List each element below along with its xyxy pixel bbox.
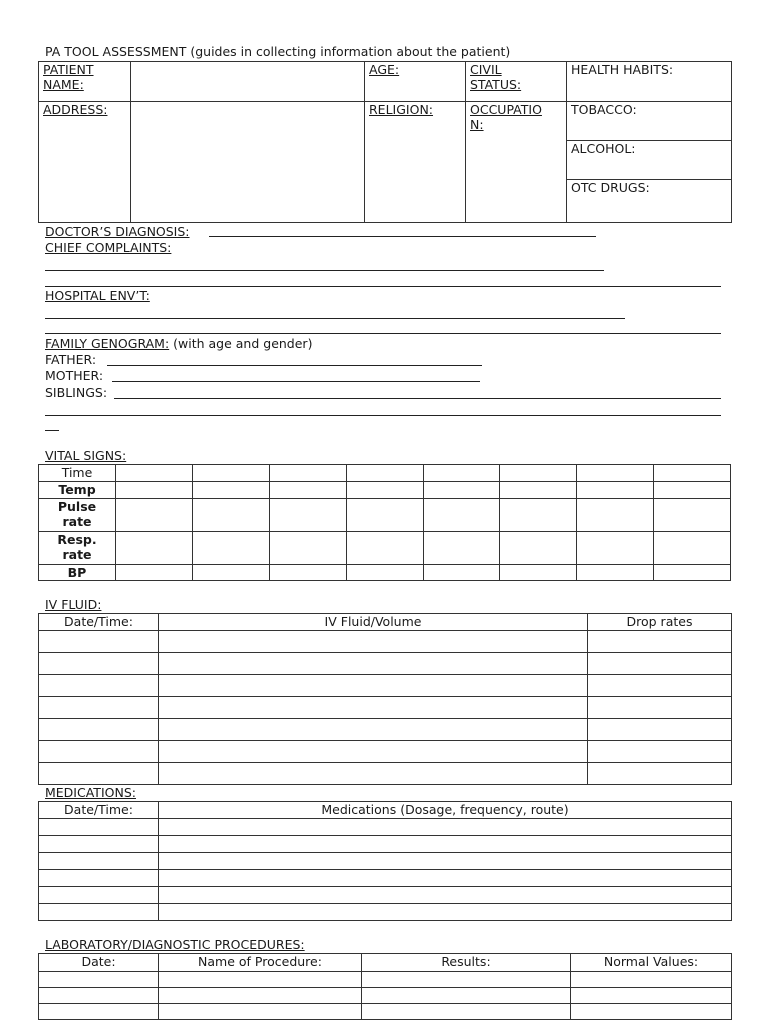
med-cell[interactable]: [159, 836, 732, 853]
vital-cell[interactable]: [423, 565, 500, 581]
hospital-env-line-1[interactable]: [45, 318, 625, 319]
vital-cell[interactable]: [346, 482, 423, 499]
med-cell[interactable]: [159, 853, 732, 870]
vital-cell[interactable]: [500, 532, 577, 565]
iv-cell[interactable]: [588, 719, 732, 741]
mother-line[interactable]: [112, 381, 480, 382]
vital-cell[interactable]: [192, 465, 269, 482]
vital-signs-label: VITAL SIGNS:: [45, 448, 127, 463]
iv-cell[interactable]: [588, 763, 732, 785]
med-cell[interactable]: [159, 904, 732, 921]
lab-cell[interactable]: [159, 988, 362, 1004]
lab-cell[interactable]: [571, 1004, 732, 1020]
lab-header-procedure: Name of Procedure:: [159, 954, 362, 972]
vital-cell[interactable]: [346, 465, 423, 482]
iv-cell[interactable]: [39, 763, 159, 785]
siblings-line-1[interactable]: [114, 398, 721, 399]
alcohol-label: ALCOHOL:: [567, 141, 732, 180]
lab-header-date: Date:: [39, 954, 159, 972]
iv-cell[interactable]: [159, 719, 588, 741]
vital-cell[interactable]: [654, 532, 731, 565]
iv-cell[interactable]: [159, 653, 588, 675]
iv-cell[interactable]: [588, 631, 732, 653]
vital-cell[interactable]: [577, 565, 654, 581]
iv-cell[interactable]: [588, 653, 732, 675]
religion-label: RELIGION:: [365, 102, 466, 223]
page-title: PA TOOL ASSESSMENT (guides in collecting information about the patient): [45, 44, 511, 59]
iv-cell[interactable]: [159, 631, 588, 653]
iv-cell[interactable]: [39, 653, 159, 675]
vital-row-label: Pulse rate: [39, 499, 116, 532]
medications-label: MEDICATIONS:: [45, 785, 136, 800]
medications-table: [38, 801, 732, 921]
iv-cell[interactable]: [39, 675, 159, 697]
health-habits-label: HEALTH HABITS:: [567, 62, 732, 102]
vital-cell[interactable]: [423, 482, 500, 499]
lab-header-normal-values: Normal Values:: [571, 954, 732, 972]
iv-cell[interactable]: [159, 741, 588, 763]
vital-cell[interactable]: [269, 532, 346, 565]
vital-cell[interactable]: [577, 465, 654, 482]
vital-cell[interactable]: [192, 499, 269, 532]
vital-cell[interactable]: [423, 532, 500, 565]
father-label: FATHER:: [45, 352, 97, 367]
chief-complaints-line-1[interactable]: [45, 270, 604, 271]
med-cell[interactable]: [39, 870, 159, 887]
vital-cell[interactable]: [116, 565, 193, 581]
chief-complaints-line-2[interactable]: [45, 286, 721, 287]
vital-cell[interactable]: [192, 565, 269, 581]
med-cell[interactable]: [159, 870, 732, 887]
patient-name-label: PATIENT NAME:: [39, 62, 131, 102]
vital-cell[interactable]: [116, 499, 193, 532]
tobacco-label: TOBACCO:: [567, 102, 732, 141]
chief-complaints-label: CHIEF COMPLAINTS:: [45, 240, 172, 255]
med-cell[interactable]: [159, 819, 732, 836]
vital-cell[interactable]: [577, 482, 654, 499]
vital-cell[interactable]: [346, 565, 423, 581]
laboratory-label: LABORATORY/DIAGNOSTIC PROCEDURES:: [45, 937, 305, 952]
hospital-env-line-2[interactable]: [45, 333, 721, 334]
vital-cell[interactable]: [423, 499, 500, 532]
vital-cell[interactable]: [346, 499, 423, 532]
med-cell[interactable]: [39, 819, 159, 836]
iv-cell[interactable]: [159, 675, 588, 697]
patient-name-field[interactable]: [131, 62, 365, 102]
iv-cell[interactable]: [39, 697, 159, 719]
lab-cell[interactable]: [362, 1004, 571, 1020]
doctors-diagnosis-label: DOCTOR’S DIAGNOSIS:: [45, 224, 190, 239]
vital-cell[interactable]: [500, 482, 577, 499]
vital-cell[interactable]: [116, 482, 193, 499]
iv-header-drop-rates: Drop rates: [588, 614, 732, 631]
iv-cell[interactable]: [159, 763, 588, 785]
vital-cell[interactable]: [269, 482, 346, 499]
lab-cell[interactable]: [39, 1004, 159, 1020]
iv-cell[interactable]: [588, 741, 732, 763]
occupation-label: OCCUPATION:: [466, 102, 567, 223]
vital-cell[interactable]: [269, 565, 346, 581]
med-header-medications: Medications (Dosage, frequency, route): [159, 802, 732, 819]
vital-row-label: Resp. rate: [39, 532, 116, 565]
vital-cell[interactable]: [654, 465, 731, 482]
iv-cell[interactable]: [588, 675, 732, 697]
iv-fluid-table: [38, 613, 732, 785]
vital-cell[interactable]: [654, 565, 731, 581]
med-cell[interactable]: [39, 904, 159, 921]
lab-cell[interactable]: [39, 988, 159, 1004]
iv-fluid-label: IV FLUID:: [45, 597, 102, 612]
vital-cell[interactable]: [269, 465, 346, 482]
vital-cell[interactable]: [500, 499, 577, 532]
vital-cell[interactable]: [116, 532, 193, 565]
vital-cell[interactable]: [423, 465, 500, 482]
vital-cell[interactable]: [500, 465, 577, 482]
lab-cell[interactable]: [159, 1004, 362, 1020]
civil-status-label: CIVIL STATUS:: [466, 62, 567, 102]
address-field[interactable]: [131, 102, 365, 223]
lab-cell[interactable]: [39, 972, 159, 988]
vital-cell[interactable]: [577, 499, 654, 532]
vital-row-label: BP: [39, 565, 116, 581]
lab-cell[interactable]: [571, 972, 732, 988]
vital-cell[interactable]: [192, 482, 269, 499]
iv-cell[interactable]: [39, 719, 159, 741]
vital-row-label: Temp: [39, 482, 116, 499]
iv-header-date: Date/Time:: [39, 614, 159, 631]
vital-cell[interactable]: [269, 499, 346, 532]
vital-cell[interactable]: [577, 532, 654, 565]
siblings-line-3[interactable]: [45, 430, 59, 431]
iv-header-volume: IV Fluid/Volume: [159, 614, 588, 631]
siblings-label: SIBLINGS:: [45, 385, 108, 400]
med-cell[interactable]: [39, 853, 159, 870]
iv-cell[interactable]: [39, 631, 159, 653]
lab-cell[interactable]: [571, 988, 732, 1004]
med-cell[interactable]: [159, 887, 732, 904]
lab-cell[interactable]: [362, 972, 571, 988]
lab-cell[interactable]: [362, 988, 571, 1004]
lab-cell[interactable]: [159, 972, 362, 988]
med-header-date: Date/Time:: [39, 802, 159, 819]
vital-cell[interactable]: [654, 499, 731, 532]
iv-cell[interactable]: [159, 697, 588, 719]
siblings-line-2[interactable]: [45, 415, 721, 416]
hospital-env-label: HOSPITAL ENV’T:: [45, 288, 150, 303]
vital-signs-table: [38, 464, 731, 581]
otc-drugs-label: OTC DRUGS:: [567, 180, 732, 223]
family-genogram-label: FAMILY GENOGRAM: (with age and gender): [45, 336, 313, 351]
vital-cell[interactable]: [500, 565, 577, 581]
vital-cell[interactable]: [192, 532, 269, 565]
vital-cell[interactable]: [116, 465, 193, 482]
vital-row-label: Time: [39, 465, 116, 482]
mother-label: MOTHER:: [45, 368, 104, 383]
iv-cell[interactable]: [39, 741, 159, 763]
med-cell[interactable]: [39, 836, 159, 853]
father-line[interactable]: [107, 365, 482, 366]
iv-cell[interactable]: [588, 697, 732, 719]
laboratory-table: [38, 953, 732, 1020]
lab-header-results: Results:: [362, 954, 571, 972]
med-cell[interactable]: [39, 887, 159, 904]
vital-cell[interactable]: [346, 532, 423, 565]
address-label: ADDRESS:: [39, 102, 131, 223]
vital-cell[interactable]: [654, 482, 731, 499]
age-label: AGE:: [365, 62, 466, 102]
doctors-diagnosis-line[interactable]: [209, 236, 596, 237]
patient-info-table: [38, 61, 732, 223]
